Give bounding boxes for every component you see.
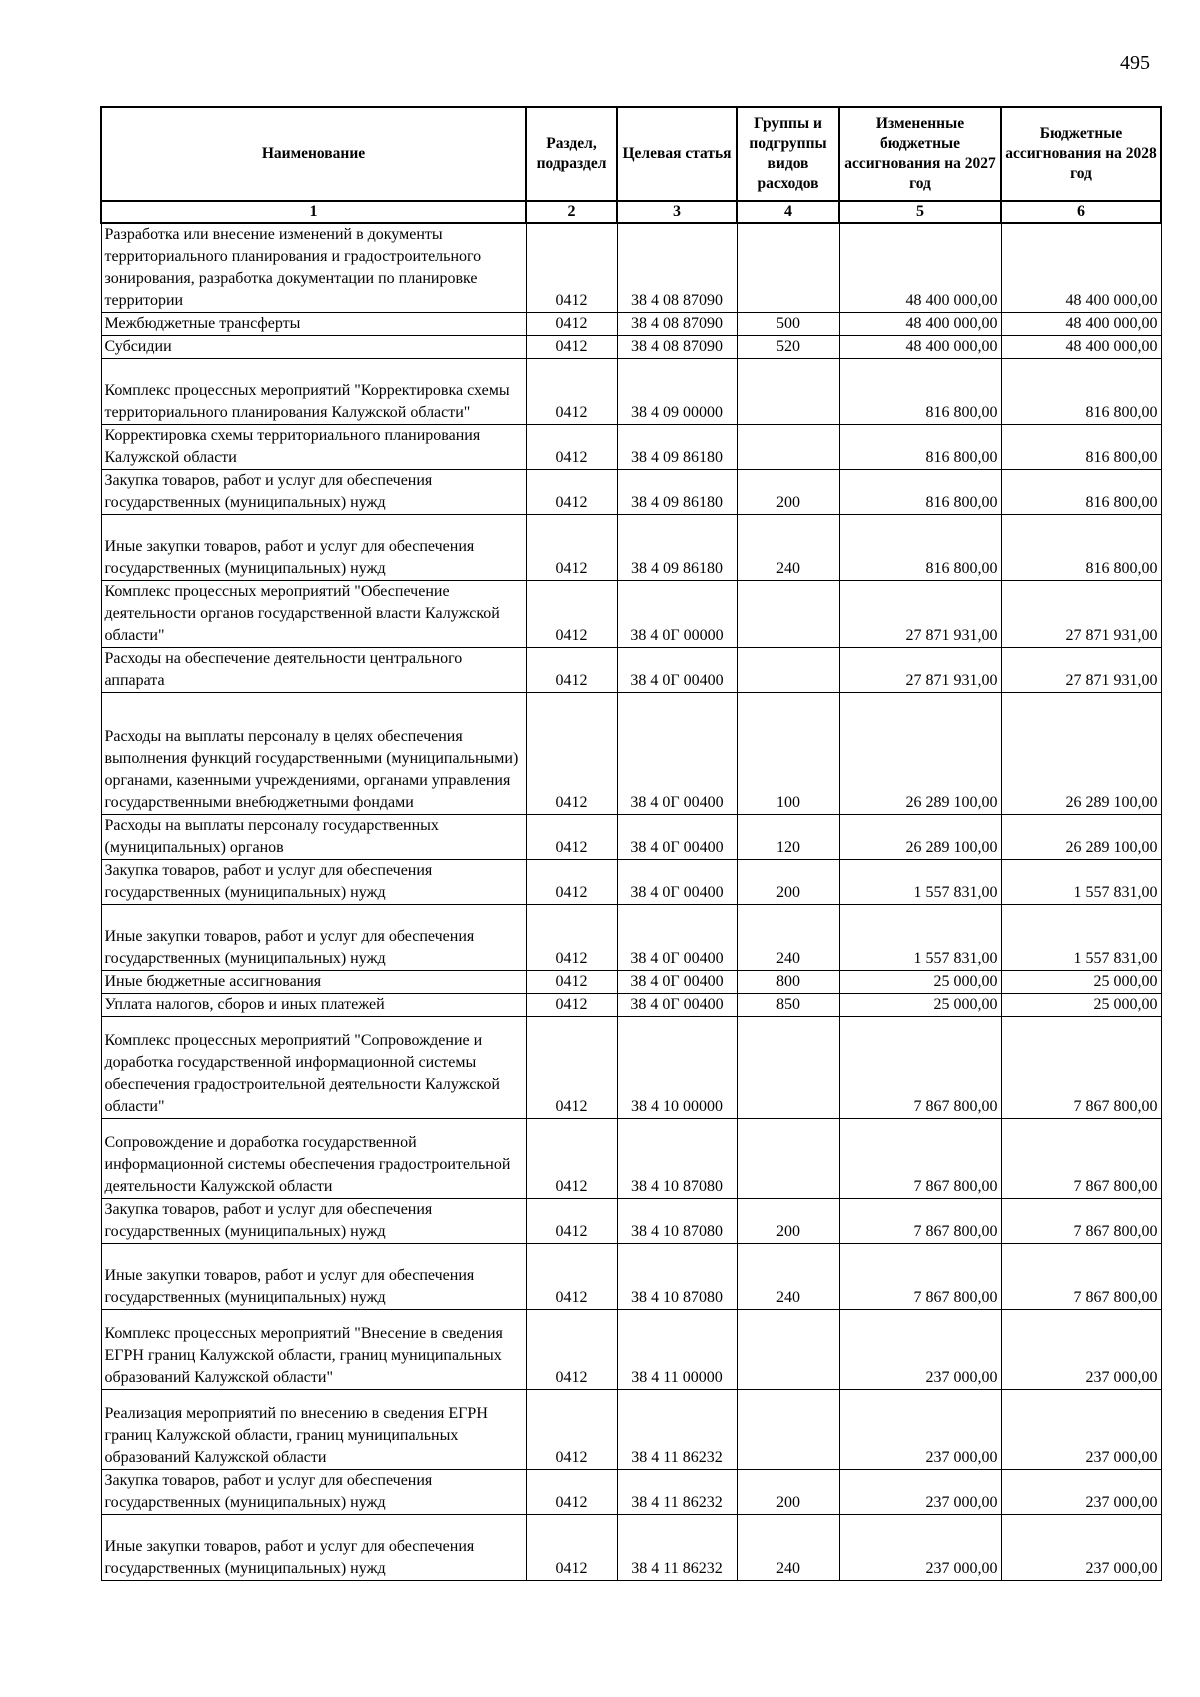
table-row bbox=[101, 994, 1161, 1017]
row-name: Иные закупки товаров, работ и услуг для обеспечения государственных (муниципальных) нужд bbox=[101, 905, 526, 971]
table-row bbox=[101, 336, 1161, 359]
table-row bbox=[101, 1017, 1161, 1119]
table-row bbox=[101, 693, 1161, 815]
row-section: 0412 bbox=[526, 1199, 617, 1244]
row-amount-2028: 7 867 800,00 bbox=[1001, 1244, 1161, 1310]
row-amount-2027: 7 867 800,00 bbox=[839, 1119, 1001, 1199]
row-section: 0412 bbox=[526, 994, 617, 1017]
row-expense-group bbox=[737, 1310, 839, 1390]
row-amount-2027: 237 000,00 bbox=[839, 1515, 1001, 1581]
row-target-article: 38 4 09 00000 bbox=[617, 359, 737, 425]
table-row bbox=[101, 515, 1161, 581]
table-row bbox=[101, 905, 1161, 971]
row-section: 0412 bbox=[526, 470, 617, 515]
table-row bbox=[101, 1515, 1161, 1581]
column-number: 3 bbox=[617, 201, 737, 223]
row-section: 0412 bbox=[526, 359, 617, 425]
row-section: 0412 bbox=[526, 1017, 617, 1119]
row-expense-group: 200 bbox=[737, 1199, 839, 1244]
header-target-article: Целевая статья bbox=[617, 107, 737, 201]
row-section: 0412 bbox=[526, 1515, 617, 1581]
budget-table bbox=[100, 106, 1162, 1581]
table-row bbox=[101, 223, 1161, 313]
column-number: 6 bbox=[1001, 201, 1161, 223]
row-target-article: 38 4 10 87080 bbox=[617, 1244, 737, 1310]
row-name: Межбюджетные трансферты bbox=[101, 313, 526, 336]
row-name: Иные закупки товаров, работ и услуг для обеспечения государственных (муниципальных) нужд bbox=[101, 1515, 526, 1581]
table-row bbox=[101, 425, 1161, 470]
row-amount-2027: 7 867 800,00 bbox=[839, 1244, 1001, 1310]
row-target-article: 38 4 10 87080 bbox=[617, 1119, 737, 1199]
row-section: 0412 bbox=[526, 1310, 617, 1390]
row-amount-2028: 237 000,00 bbox=[1001, 1390, 1161, 1470]
row-target-article: 38 4 0Г 00400 bbox=[617, 815, 737, 860]
row-amount-2027: 816 800,00 bbox=[839, 515, 1001, 581]
row-amount-2028: 7 867 800,00 bbox=[1001, 1199, 1161, 1244]
table-row bbox=[101, 1390, 1161, 1470]
row-amount-2028: 816 800,00 bbox=[1001, 359, 1161, 425]
row-amount-2028: 48 400 000,00 bbox=[1001, 223, 1161, 313]
row-name: Разработка или внесение изменений в документы территориального планирования и градостроительного зонирования, разработка документации по планировке территории bbox=[101, 223, 526, 313]
row-name: Закупка товаров, работ и услуг для обеспечения государственных (муниципальных) нужд bbox=[101, 1470, 526, 1515]
row-section: 0412 bbox=[526, 860, 617, 905]
row-section: 0412 bbox=[526, 425, 617, 470]
row-name: Корректировка схемы территориального планирования Калужской области bbox=[101, 425, 526, 470]
row-amount-2028: 25 000,00 bbox=[1001, 994, 1161, 1017]
row-amount-2028: 1 557 831,00 bbox=[1001, 905, 1161, 971]
row-amount-2028: 27 871 931,00 bbox=[1001, 648, 1161, 693]
row-amount-2028: 816 800,00 bbox=[1001, 470, 1161, 515]
row-expense-group bbox=[737, 648, 839, 693]
row-expense-group: 240 bbox=[737, 905, 839, 971]
row-expense-group bbox=[737, 1390, 839, 1470]
row-section: 0412 bbox=[526, 693, 617, 815]
table-header bbox=[101, 107, 1161, 223]
row-section: 0412 bbox=[526, 581, 617, 648]
row-amount-2028: 26 289 100,00 bbox=[1001, 693, 1161, 815]
row-amount-2027: 1 557 831,00 bbox=[839, 860, 1001, 905]
row-name: Закупка товаров, работ и услуг для обеспечения государственных (муниципальных) нужд bbox=[101, 1199, 526, 1244]
row-expense-group: 200 bbox=[737, 470, 839, 515]
row-name: Расходы на выплаты персоналу государственных (муниципальных) органов bbox=[101, 815, 526, 860]
row-expense-group bbox=[737, 581, 839, 648]
row-name: Уплата налогов, сборов и иных платежей bbox=[101, 994, 526, 1017]
row-target-article: 38 4 0Г 00400 bbox=[617, 693, 737, 815]
row-name: Комплекс процессных мероприятий "Корректировка схемы территориального планирования Калужской области" bbox=[101, 359, 526, 425]
table-row bbox=[101, 1310, 1161, 1390]
row-section: 0412 bbox=[526, 905, 617, 971]
row-target-article: 38 4 09 86180 bbox=[617, 515, 737, 581]
table-row bbox=[101, 815, 1161, 860]
row-amount-2028: 26 289 100,00 bbox=[1001, 815, 1161, 860]
table-row bbox=[101, 359, 1161, 425]
table-row bbox=[101, 581, 1161, 648]
row-amount-2028: 25 000,00 bbox=[1001, 971, 1161, 994]
row-name: Субсидии bbox=[101, 336, 526, 359]
row-name: Расходы на обеспечение деятельности центрального аппарата bbox=[101, 648, 526, 693]
table-row bbox=[101, 1119, 1161, 1199]
row-target-article: 38 4 11 00000 bbox=[617, 1310, 737, 1390]
header-section: Раздел, подраздел bbox=[526, 107, 617, 201]
row-amount-2028: 7 867 800,00 bbox=[1001, 1119, 1161, 1199]
row-amount-2028: 816 800,00 bbox=[1001, 515, 1161, 581]
row-name: Комплекс процессных мероприятий "Обеспечение деятельности органов государственной власти Калужской области" bbox=[101, 581, 526, 648]
row-expense-group: 200 bbox=[737, 1470, 839, 1515]
row-amount-2027: 27 871 931,00 bbox=[839, 581, 1001, 648]
row-amount-2027: 27 871 931,00 bbox=[839, 648, 1001, 693]
row-amount-2028: 237 000,00 bbox=[1001, 1310, 1161, 1390]
row-amount-2028: 48 400 000,00 bbox=[1001, 336, 1161, 359]
row-section: 0412 bbox=[526, 515, 617, 581]
row-expense-group bbox=[737, 223, 839, 313]
header-expense-group: Группы и подгруппы видов расходов bbox=[737, 107, 839, 201]
row-name: Реализация мероприятий по внесению в сведения ЕГРН границ Калужской области, границ муниципальных образований Калужской области bbox=[101, 1390, 526, 1470]
row-target-article: 38 4 08 87090 bbox=[617, 223, 737, 313]
row-section: 0412 bbox=[526, 1244, 617, 1310]
row-amount-2027: 48 400 000,00 bbox=[839, 336, 1001, 359]
row-amount-2027: 26 289 100,00 bbox=[839, 693, 1001, 815]
table-row bbox=[101, 648, 1161, 693]
table-row bbox=[101, 313, 1161, 336]
row-name: Иные закупки товаров, работ и услуг для обеспечения государственных (муниципальных) нужд bbox=[101, 515, 526, 581]
row-target-article: 38 4 0Г 00400 bbox=[617, 905, 737, 971]
row-expense-group: 120 bbox=[737, 815, 839, 860]
table-row bbox=[101, 860, 1161, 905]
row-amount-2028: 48 400 000,00 bbox=[1001, 313, 1161, 336]
row-amount-2027: 26 289 100,00 bbox=[839, 815, 1001, 860]
row-expense-group: 240 bbox=[737, 1244, 839, 1310]
page-number: 495 bbox=[1120, 52, 1150, 74]
row-amount-2027: 48 400 000,00 bbox=[839, 313, 1001, 336]
row-expense-group: 850 bbox=[737, 994, 839, 1017]
row-amount-2028: 1 557 831,00 bbox=[1001, 860, 1161, 905]
column-number: 2 bbox=[526, 201, 617, 223]
header-name: Наименование bbox=[101, 107, 526, 201]
row-name: Иные закупки товаров, работ и услуг для обеспечения государственных (муниципальных) нужд bbox=[101, 1244, 526, 1310]
row-amount-2028: 27 871 931,00 bbox=[1001, 581, 1161, 648]
row-amount-2027: 25 000,00 bbox=[839, 994, 1001, 1017]
column-number: 5 bbox=[839, 201, 1001, 223]
row-amount-2027: 1 557 831,00 bbox=[839, 905, 1001, 971]
row-name: Расходы на выплаты персоналу в целях обеспечения выполнения функций государственными (муниципальными) органами, казенными учреждениями, органами управления государственными внебюджетными фондами bbox=[101, 693, 526, 815]
table-row bbox=[101, 470, 1161, 515]
row-target-article: 38 4 11 86232 bbox=[617, 1515, 737, 1581]
row-amount-2027: 7 867 800,00 bbox=[839, 1199, 1001, 1244]
row-name: Комплекс процессных мероприятий "Сопровождение и доработка государственной информационной системы обеспечения градостроительной деятельности Калужской области" bbox=[101, 1017, 526, 1119]
row-target-article: 38 4 0Г 00400 bbox=[617, 860, 737, 905]
row-expense-group: 800 bbox=[737, 971, 839, 994]
row-amount-2027: 816 800,00 bbox=[839, 470, 1001, 515]
row-target-article: 38 4 10 87080 bbox=[617, 1199, 737, 1244]
row-amount-2027: 237 000,00 bbox=[839, 1310, 1001, 1390]
row-target-article: 38 4 09 86180 bbox=[617, 425, 737, 470]
row-amount-2027: 816 800,00 bbox=[839, 359, 1001, 425]
row-target-article: 38 4 0Г 00000 bbox=[617, 581, 737, 648]
row-section: 0412 bbox=[526, 815, 617, 860]
row-expense-group: 520 bbox=[737, 336, 839, 359]
row-amount-2028: 237 000,00 bbox=[1001, 1515, 1161, 1581]
row-target-article: 38 4 11 86232 bbox=[617, 1390, 737, 1470]
row-amount-2028: 816 800,00 bbox=[1001, 425, 1161, 470]
row-expense-group: 240 bbox=[737, 1515, 839, 1581]
row-section: 0412 bbox=[526, 971, 617, 994]
table-row bbox=[101, 971, 1161, 994]
row-amount-2027: 237 000,00 bbox=[839, 1470, 1001, 1515]
row-name: Сопровождение и доработка государственной информационной системы обеспечения градостроительной деятельности Калужской области bbox=[101, 1119, 526, 1199]
row-target-article: 38 4 0Г 00400 bbox=[617, 648, 737, 693]
row-target-article: 38 4 09 86180 bbox=[617, 470, 737, 515]
row-name: Иные бюджетные ассигнования bbox=[101, 971, 526, 994]
header-allocations-2027: Измененные бюджетные ассигнования на 2027 год bbox=[839, 107, 1001, 201]
row-target-article: 38 4 08 87090 bbox=[617, 336, 737, 359]
row-expense-group: 240 bbox=[737, 515, 839, 581]
row-expense-group bbox=[737, 425, 839, 470]
row-section: 0412 bbox=[526, 648, 617, 693]
row-section: 0412 bbox=[526, 313, 617, 336]
row-expense-group bbox=[737, 1017, 839, 1119]
row-amount-2027: 25 000,00 bbox=[839, 971, 1001, 994]
row-amount-2027: 48 400 000,00 bbox=[839, 223, 1001, 313]
row-target-article: 38 4 10 00000 bbox=[617, 1017, 737, 1119]
row-name: Закупка товаров, работ и услуг для обеспечения государственных (муниципальных) нужд bbox=[101, 860, 526, 905]
row-target-article: 38 4 0Г 00400 bbox=[617, 971, 737, 994]
row-section: 0412 bbox=[526, 336, 617, 359]
row-name: Комплекс процессных мероприятий "Внесение в сведения ЕГРН границ Калужской области, границ муниципальных образований Калужской области" bbox=[101, 1310, 526, 1390]
row-expense-group: 200 bbox=[737, 860, 839, 905]
row-expense-group: 500 bbox=[737, 313, 839, 336]
row-section: 0412 bbox=[526, 223, 617, 313]
row-target-article: 38 4 08 87090 bbox=[617, 313, 737, 336]
row-expense-group: 100 bbox=[737, 693, 839, 815]
row-section: 0412 bbox=[526, 1470, 617, 1515]
row-name: Закупка товаров, работ и услуг для обеспечения государственных (муниципальных) нужд bbox=[101, 470, 526, 515]
row-section: 0412 bbox=[526, 1390, 617, 1470]
table-row bbox=[101, 1244, 1161, 1310]
row-target-article: 38 4 11 86232 bbox=[617, 1470, 737, 1515]
row-amount-2028: 7 867 800,00 bbox=[1001, 1017, 1161, 1119]
column-number: 1 bbox=[101, 201, 526, 223]
row-amount-2027: 7 867 800,00 bbox=[839, 1017, 1001, 1119]
row-section: 0412 bbox=[526, 1119, 617, 1199]
column-number: 4 bbox=[737, 201, 839, 223]
row-expense-group bbox=[737, 359, 839, 425]
row-target-article: 38 4 0Г 00400 bbox=[617, 994, 737, 1017]
row-amount-2028: 237 000,00 bbox=[1001, 1470, 1161, 1515]
row-expense-group bbox=[737, 1119, 839, 1199]
header-allocations-2028: Бюджетные ассигнования на 2028 год bbox=[1001, 107, 1161, 201]
table-row bbox=[101, 1199, 1161, 1244]
table-row bbox=[101, 1470, 1161, 1515]
row-amount-2027: 237 000,00 bbox=[839, 1390, 1001, 1470]
table-body bbox=[101, 223, 1161, 1581]
row-amount-2027: 816 800,00 bbox=[839, 425, 1001, 470]
